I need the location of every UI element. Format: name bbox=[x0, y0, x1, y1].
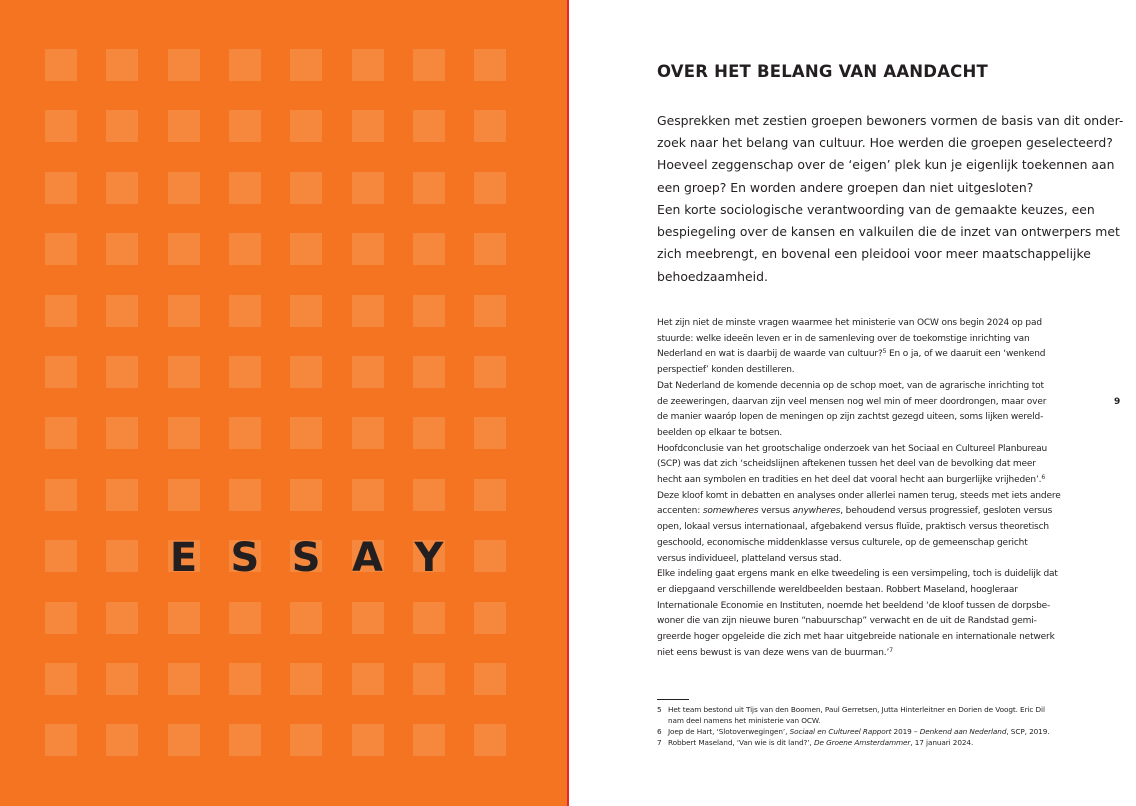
body-line: Het zijn niet de minste vragen waarmee het ministerie van OCW ons begin 2024 op pad bbox=[657, 318, 1042, 328]
body-line: perspectief’ konden destilleren. bbox=[657, 365, 795, 376]
pattern-square bbox=[413, 602, 445, 634]
pattern-square bbox=[352, 724, 384, 756]
cover-panel bbox=[0, 0, 567, 806]
pattern-square bbox=[352, 356, 384, 388]
pattern-square bbox=[290, 479, 322, 511]
pattern-square bbox=[290, 49, 322, 81]
pattern-square bbox=[413, 356, 445, 388]
pattern-square bbox=[45, 49, 77, 81]
pattern-square bbox=[168, 233, 200, 265]
pattern-square bbox=[290, 356, 322, 388]
intro-line: zoek naar het belang van cultuur. Hoe werden die groepen geselecteerd? bbox=[657, 135, 1113, 151]
pattern-square bbox=[45, 724, 77, 756]
footnote-number: 6 bbox=[657, 727, 662, 736]
pattern-square bbox=[229, 724, 261, 756]
body-line: (SCP) was dat zich ‘scheidslijnen aftekenen tussen het deel van de bevolking dat meer bbox=[657, 459, 1036, 470]
essay-title-letter: A bbox=[352, 535, 383, 581]
pattern-square bbox=[413, 110, 445, 142]
pattern-square bbox=[45, 295, 77, 327]
intro-line: zich meebrengt, en bovenal een pleidooi voor meer maatschappelijke bbox=[657, 246, 1091, 262]
footnote-7 bbox=[657, 737, 1049, 748]
pattern-square bbox=[352, 295, 384, 327]
pattern-square bbox=[290, 172, 322, 204]
text: niet eens bewust is van deze wens van de buurman.’ bbox=[657, 647, 890, 658]
pattern-square bbox=[229, 663, 261, 695]
pattern-square bbox=[229, 602, 261, 634]
body-line: de zeeweringen, daarvan zijn veel mensen nog wel min of meer doordrongen, maar over bbox=[657, 396, 1047, 407]
pattern-square bbox=[229, 172, 261, 204]
pattern-square bbox=[352, 663, 384, 695]
pattern-square bbox=[352, 172, 384, 204]
pattern-square bbox=[290, 110, 322, 142]
footnote-text: Robbert Maseland, ‘Van wie is dit land?’, De Groene Amsterdammer, 17 januari 2024. bbox=[668, 738, 974, 747]
text: hecht aan symbolen en tradities en het deel dat vooral hecht aan burgerlijke vrijheden’. bbox=[657, 475, 1042, 486]
pattern-square bbox=[168, 295, 200, 327]
body-line: beelden op elkaar te botsen. bbox=[657, 427, 783, 438]
essay-title-letter: S bbox=[230, 535, 260, 581]
pattern-square bbox=[413, 49, 445, 81]
body-line: de manier waaróp lopen de meningen op zijn zachtst gezegd uiteen, soms lijken wereld- bbox=[657, 412, 1044, 423]
pattern-square bbox=[168, 49, 200, 81]
footnote-text: Joep de Hart, ‘Slotoverwegingen’, Sociaal en Cultureel Rapport 2019 – Denkend aan Nederland, SCP, 2019. bbox=[668, 727, 1050, 736]
intro-line: Hoeveel zeggenschap over de ‘eigen’ plek kun je eigenlijk toekennen aan bbox=[657, 157, 1115, 173]
pattern-square bbox=[474, 479, 506, 511]
pattern-square bbox=[229, 49, 261, 81]
body-text bbox=[657, 316, 1061, 661]
pattern-square bbox=[106, 602, 138, 634]
pattern-square bbox=[45, 356, 77, 388]
body-line: Deze kloof komt in debatten en analyses onder allerlei namen terug, steeds met iets andere bbox=[657, 490, 1061, 501]
pattern-square bbox=[106, 110, 138, 142]
text: accenten: bbox=[657, 506, 703, 517]
pattern-square bbox=[106, 172, 138, 204]
footnote-5-cont bbox=[657, 715, 1049, 726]
footnote-text: Het team bestond uit Tijs van den Boomen, Paul Gerretsen, Jutta Hinterleitner en Dorien de Voogt. Eric Dil bbox=[668, 705, 1045, 714]
pattern-square bbox=[290, 417, 322, 449]
pattern-square bbox=[352, 602, 384, 634]
pattern-square bbox=[106, 540, 138, 572]
page-title: OVER HET BELANG VAN AANDACHT bbox=[657, 62, 988, 81]
essay-title-letter: Y bbox=[414, 535, 444, 581]
pattern-square bbox=[168, 479, 200, 511]
pattern-square bbox=[352, 110, 384, 142]
pattern-square bbox=[413, 479, 445, 511]
page-divider bbox=[567, 0, 569, 806]
pattern-square bbox=[474, 724, 506, 756]
italic-term: somewheres bbox=[702, 506, 759, 517]
body-line: open, lokaal versus internationaal, afgebakend versus fluïde, praktisch versus theoretisch bbox=[657, 522, 1049, 533]
text: Nederland en wat is daarbij de waarde van cultuur? bbox=[657, 349, 883, 360]
pattern-square bbox=[45, 172, 77, 204]
pattern-square bbox=[106, 49, 138, 81]
intro-line: Gesprekken met zestien groepen bewoners vormen de basis van dit onder- bbox=[657, 113, 1124, 128]
pattern-square bbox=[290, 233, 322, 265]
pattern-square bbox=[290, 602, 322, 634]
text: En o ja, of we daaruit een ‘wenkend bbox=[886, 349, 1046, 360]
pattern-square bbox=[168, 356, 200, 388]
pattern-square bbox=[45, 540, 77, 572]
intro-paragraph-2 bbox=[657, 199, 1120, 288]
pattern-square bbox=[474, 602, 506, 634]
pattern-square bbox=[168, 110, 200, 142]
pattern-square bbox=[290, 724, 322, 756]
pattern-square bbox=[474, 110, 506, 142]
pattern-square bbox=[352, 49, 384, 81]
pattern-square bbox=[413, 417, 445, 449]
intro-line: Een korte sociologische verantwoording van de gemaakte keuzes, een bbox=[657, 202, 1095, 217]
body-line: greerde hoger opgeleide die zich met haar uitgebreide nationale en internationale netwerk bbox=[657, 632, 1055, 643]
pattern-square bbox=[168, 602, 200, 634]
intro-paragraph-1 bbox=[657, 110, 1124, 199]
intro-line: behoedzaamheid. bbox=[657, 268, 768, 284]
pattern-square bbox=[106, 663, 138, 695]
pattern-square bbox=[474, 417, 506, 449]
pattern-square bbox=[106, 724, 138, 756]
text: , behoudend versus progressief, gesloten versus bbox=[840, 506, 1053, 517]
footnotes bbox=[657, 704, 1049, 748]
pattern-square bbox=[352, 479, 384, 511]
pattern-square bbox=[229, 110, 261, 142]
pattern-square bbox=[106, 295, 138, 327]
pattern-square bbox=[229, 479, 261, 511]
pattern-square bbox=[106, 479, 138, 511]
pattern-square bbox=[474, 49, 506, 81]
body-line bbox=[657, 646, 1057, 662]
body-line: stuurde: welke ideeën leven er in de samenleving over de toekomstige inrichting van bbox=[657, 333, 1030, 344]
footnote-ref[interactable]: 5 bbox=[882, 348, 887, 356]
pattern-square bbox=[45, 663, 77, 695]
italic-term: anywheres bbox=[792, 506, 841, 517]
pattern-square bbox=[229, 356, 261, 388]
body-line: Hoofdconclusie van het grootschalige onderzoek van het Sociaal en Cultureel Planbureau bbox=[657, 443, 1048, 454]
pattern-square bbox=[474, 540, 506, 572]
intro-line: bespiegeling over de kansen en valkuilen die de inzet van ontwerpers met bbox=[657, 224, 1120, 240]
pattern-square bbox=[413, 295, 445, 327]
pattern-square bbox=[106, 417, 138, 449]
pattern-square bbox=[106, 356, 138, 388]
intro-line: een groep? En worden andere groepen dan niet uitgesloten? bbox=[657, 179, 1034, 195]
pattern-square bbox=[45, 479, 77, 511]
pattern-square bbox=[168, 172, 200, 204]
pattern-square bbox=[45, 602, 77, 634]
body-line bbox=[657, 504, 1057, 520]
pattern-square bbox=[290, 663, 322, 695]
pattern-square bbox=[229, 295, 261, 327]
essay-title-letter: E bbox=[169, 535, 198, 581]
pattern-square bbox=[168, 417, 200, 449]
pattern-square bbox=[413, 172, 445, 204]
footnote-5 bbox=[657, 704, 1049, 715]
pattern-square bbox=[474, 663, 506, 695]
body-line: geschoold, economische middenklasse versus culturele, op de gemeenschap gericht bbox=[657, 537, 1028, 548]
pattern-square bbox=[229, 233, 261, 265]
pattern-square bbox=[474, 295, 506, 327]
footnote-ref[interactable]: 6 bbox=[1041, 474, 1046, 482]
footnote-text: nam deel namens het ministerie van OCW. bbox=[668, 716, 821, 725]
pattern-square bbox=[474, 172, 506, 204]
pattern-square bbox=[352, 417, 384, 449]
body-line: woner die van zijn nieuwe buren “nabuurschap” verwacht en de uit de Randstad gemi- bbox=[657, 616, 1037, 627]
body-line: Dat Nederland de komende decennia op de schop moet, van de agrarische inrichting tot bbox=[657, 380, 1044, 391]
pattern-square bbox=[168, 724, 200, 756]
page-number: 9 bbox=[1114, 397, 1121, 407]
footnote-ref[interactable]: 7 bbox=[889, 646, 893, 654]
pattern-square bbox=[413, 724, 445, 756]
pattern-square bbox=[168, 663, 200, 695]
pattern-square bbox=[413, 663, 445, 695]
pattern-square bbox=[290, 295, 322, 327]
pattern-square bbox=[106, 233, 138, 265]
body-line: Elke indeling gaat ergens mank en elke tweedeling is een versimpeling, toch is duidelijk dat bbox=[657, 569, 1058, 580]
body-line bbox=[657, 347, 1057, 363]
footnote-number: 7 bbox=[657, 738, 662, 747]
body-line: er diepgaand verschillende wereldbeelden bestaan. Robbert Maseland, hoogleraar bbox=[657, 584, 1018, 595]
pattern-square bbox=[45, 417, 77, 449]
pattern-square bbox=[229, 417, 261, 449]
footnote-number: 5 bbox=[657, 705, 662, 714]
pattern-square bbox=[413, 233, 445, 265]
essay-title-letter: S bbox=[291, 535, 321, 581]
pattern-square bbox=[474, 356, 506, 388]
body-line: Internationale Economie en Instituten, noemde het beeldend ‘de kloof tussen de dorpsbe- bbox=[657, 600, 1051, 611]
footnote-rule bbox=[657, 699, 689, 700]
pattern-square bbox=[45, 110, 77, 142]
pattern-square bbox=[352, 233, 384, 265]
body-line: versus individueel, platteland versus stad. bbox=[657, 553, 842, 564]
pattern-square bbox=[45, 233, 77, 265]
pattern-square bbox=[474, 233, 506, 265]
body-line bbox=[657, 473, 1057, 489]
footnote-6 bbox=[657, 726, 1049, 737]
text: versus bbox=[758, 506, 793, 517]
